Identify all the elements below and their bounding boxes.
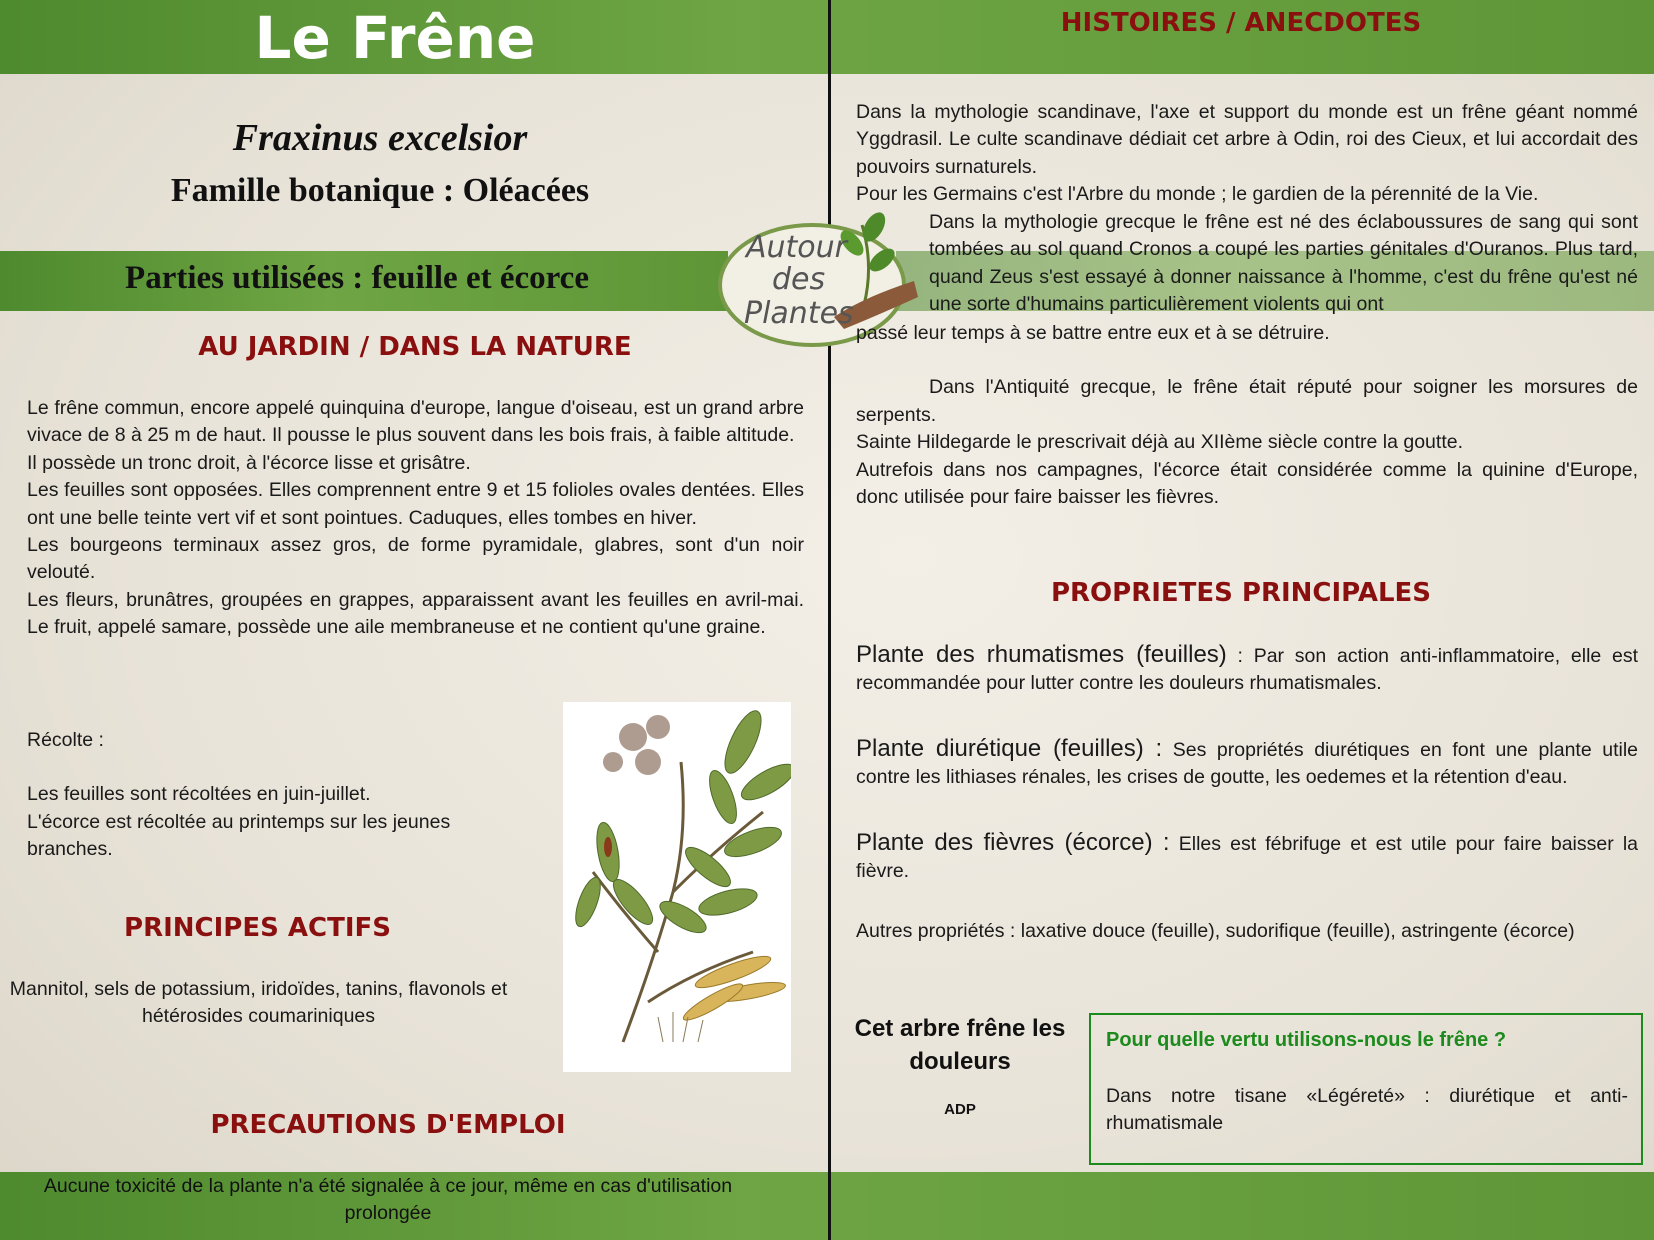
garden-paragraph: Les bourgeons terminaux assez gros, de forme pyramidale, glabres, sont d'un noir velouté. <box>27 534 804 584</box>
garden-paragraph: Les fleurs, brunâtres, groupées en grappes, apparaissent avant les feuilles en avril-mai. Le fruit, appelé samare, possède une aile membraneuse et ne contient qu'une graine. <box>27 588 804 639</box>
harvest-line: Les feuilles sont récoltées en juin-juillet. <box>27 783 371 806</box>
actives-heading: PRINCIPES ACTIFS <box>124 913 391 943</box>
property-name: Plante des rhumatismes (feuilles) <box>856 641 1227 668</box>
actives-text: Mannitol, sels de potassium, iridoïdes, tanins, flavonols et hétérosides coumariniques <box>9 978 508 1028</box>
virtue-box <box>1089 1013 1643 1165</box>
property-desc: Ses propriétés diurétiques en font une plante utile contre les lithiases rénales, les crises de goutte, les oedemes et la rétention d'eau. <box>856 739 1638 789</box>
property-desc: : Par son action anti-inflammatoire, elle est recommandée pour lutter contre les douleurs rhumatismales. <box>856 645 1639 695</box>
harvest-line: L'écorce est récoltée au printemps sur les jeunes branches. <box>27 810 451 861</box>
property-desc: Elles est fébrifuge et est utile pour faire baisser la fièvre. <box>856 833 1639 883</box>
garden-heading: AU JARDIN / DANS LA NATURE <box>198 332 632 362</box>
story-paragraph: passé leur temps à se battre entre eux et à se détruire. <box>856 322 1330 344</box>
logo-line-1: Autour <box>746 230 848 265</box>
stories-text-indented <box>929 209 1638 319</box>
harvest-label: Récolte : <box>27 729 104 751</box>
property-name: Plante diurétique (feuilles) : <box>856 735 1163 762</box>
property-diuretic <box>856 735 1638 792</box>
garden-paragraph: Les feuilles sont opposées. Elles comprennent entre 9 et 15 folioles ovales dentées. Elles ont une belle teinte vert vif et sont pointues. Caduques, elles tombes en hiver. <box>27 479 804 529</box>
other-properties: Autres propriétés : laxative douce (feuille), sudorifique (feuille), astringente (écorce) <box>856 920 1575 942</box>
virtue-question: Pour quelle vertu utilisons-nous le frêne ? <box>1106 1029 1507 1051</box>
parts-used: Parties utilisées : feuille et écorce <box>125 260 589 296</box>
story-paragraph: Autrefois dans nos campagnes, l'écorce était considérée comme la quinine d'Europe, donc utilisée pour faire baisser les fièvres. <box>856 458 1638 509</box>
garden-description <box>27 395 804 642</box>
story-paragraph: Dans la mythologie scandinave, l'axe et support du monde est un frêne géant nommé Yggdrasil. Le culte scandinave dédiait cet arbre à Odin, roi des Cieux, et lui accordait des pouvoirs surnaturels. <box>856 101 1638 178</box>
precautions-heading: PRECAUTIONS D'EMPLOI <box>210 1110 566 1140</box>
property-name: Plante des fièvres (écorce) : <box>856 829 1170 856</box>
botanical-family: Famille botanique : Oléacées <box>170 172 590 209</box>
virtue-answer: Dans notre tisane «Légéreté» : diurétique et anti-rhumatismale <box>1106 1085 1628 1134</box>
signature: ADP <box>944 1101 976 1118</box>
story-paragraph: Dans l'Antiquité grecque, le frêne était réputé pour soigner les morsures de serpents. <box>856 376 1638 426</box>
story-paragraph: Sainte Hildegarde le prescrivait déjà au XIIème siècle contre la goutte. <box>856 431 1464 454</box>
story-paragraph: Dans la mythologie grecque le frêne est né des éclaboussures de sang qui sont tombées au sol quand Cronos a coupé les parties génitales d'Ouranos. Plus tard, quand Zeus s'est essayé à donner naissance à l'homme, c'est du frêne qu'est né une sorte d'humains particulièrement violents qui ont <box>929 211 1638 316</box>
property-fever <box>856 829 1638 886</box>
harvest-block <box>27 727 497 864</box>
garden-paragraph: Le frêne commun, encore appelé quinquina d'europe, langue d'oiseau, est un grand arbre vivace de 8 à 25 m de haut. Il pousse le plus souvent dans les bois frais, à faible altitude. <box>27 397 804 447</box>
stories-text-top <box>856 99 1638 209</box>
motto: Cet arbre frêne les douleurs <box>854 1015 1066 1075</box>
story-paragraph: Pour les Germains c'est l'Arbre du monde ; le gardien de la pérennité de la Vie. <box>856 183 1539 206</box>
stories-heading: HISTOIRES / ANECDOTES <box>1060 8 1422 38</box>
stories-text-bottom <box>856 320 1638 511</box>
precautions-text: Aucune toxicité de la plante n'a été signalée à ce jour, même en cas d'utilisation prolongée <box>43 1175 733 1224</box>
ash-tree-illustration <box>563 702 791 1072</box>
logo-line-2: des <box>772 262 826 297</box>
garden-paragraph: Il possède un tronc droit, à l'écorce lisse et grisâtre. <box>27 451 471 474</box>
logo-line-3: Plantes <box>744 296 854 331</box>
column-divider <box>828 0 831 1240</box>
latin-name: Fraxinus excelsior <box>232 117 528 159</box>
page-title: Le Frêne <box>254 4 536 72</box>
properties-heading: PROPRIETES PRINCIPALES <box>1050 578 1432 608</box>
property-rheumatism <box>856 641 1638 698</box>
